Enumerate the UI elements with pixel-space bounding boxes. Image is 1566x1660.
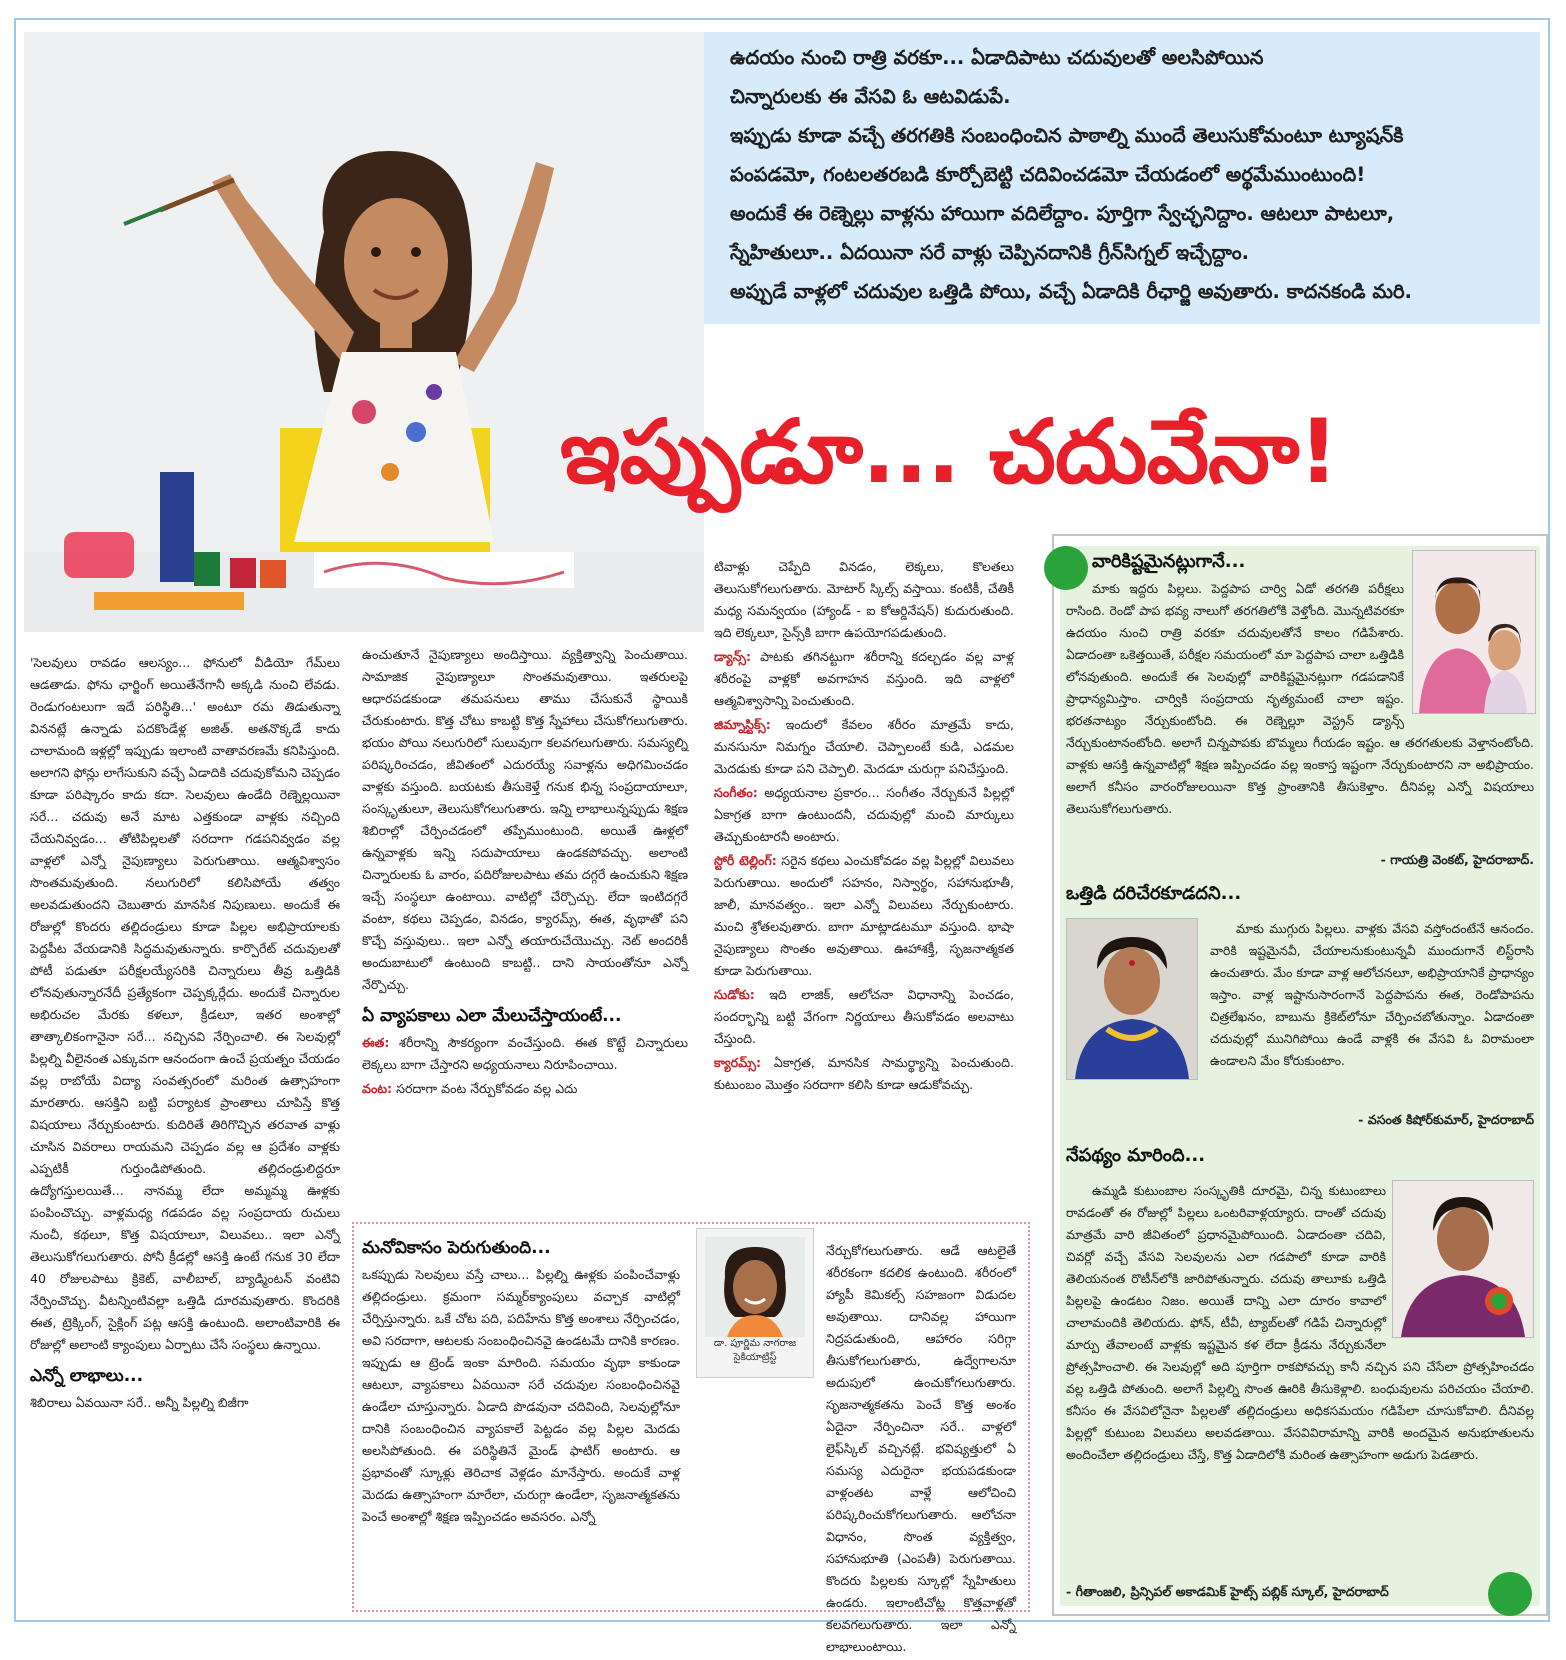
activity-label: వంట: xyxy=(362,1081,393,1096)
activity-item xyxy=(714,782,1014,848)
mind-heading: మనోవికాసం పెరుగుతుంది... xyxy=(362,1238,551,1258)
testimonial-2-text xyxy=(1210,918,1534,1072)
testimonial-2-signature: - వసంత కిషోర్‌కుమార్, హైదరాబాద్ xyxy=(1358,1112,1534,1127)
mind-left-text: ఒకప్పుడు సెలవులు వస్తే చాలు... పిల్లల్ని ఊళ్లకు పంపించేవాళ్లు తల్లిదండ్రులు. క్రమంగా సమ్మర్‌క్యాంపులు వచ్చాక వాటిల్లో చేర్పిస్తున్నారు. ఒకే చోట పది, పదిహేను కొత్త అంశాలు నేర్పించడం, అవి సరదాగా, ఆటలకు సంబంధించినవై ఉండటమే దానికి కారణం. ఇప్పుడు ఆ ట్రెండ్ ఇంకా మారింది. సమయం వృథా కాకుండా ఆటలూ, వ్యాపకాలు ఏవయినా సరే చదువుల సంబంధించినవై ఉండేలా చూస్తున్నారు. ఏడాది పొడవునా చదివింది, సెలవుల్లోనూ దానికి సంబంధించిన వ్యాపకాలే పెట్టడం వల్ల పిల్లల మెదడు అలసిపోతుంది. ఈ పరిస్థితినే మైండ్ ఫాటిగ్ అంటారు. ఆ ప్రభావంతో స్కూళ్లు తెరిచాక వెళ్లడం మానేస్తారు. అందుకే వాళ్ల మెదడు ఉత్సాహంగా మారేలా, చురుగ్గా ఉండేలా, సృజనాత్మకతను పెంచే అంశాల్లో శిక్షణ ఇప్పించడం అవసరం. ఎన్నో xyxy=(362,1267,680,1524)
intro-line: ఉదయం నుంచి రాత్రి వరకూ... ఏడాదిపాటు చదువులతో అలసిపోయిన xyxy=(730,46,1264,69)
activity-text: ఇందులో కేవలం శరీరం మాత్రమే కాదు, మనసునూ నిమగ్నం చేయాలి. చెప్పాలంటే కుడి, ఎడమల మెదడుకు కూడా పని చెప్పాలి. మెదడూ చురుగ్గా పనిచేస్తుంది. xyxy=(714,717,1014,776)
activity-text: అధ్యయనాల ప్రకారం... సంగీతం నేర్చుకునే పిల్లల్లో ఏకాగ్రత బాగా ఉంటుందనీ, చదువుల్లో మంచి మార్కులు తెచ్చుకుంటారనీ అంటారు. xyxy=(714,785,1014,844)
testimonial-3-paragraph: ఉమ్మడి కుటుంబాల సంస్కృతికి దూరమై, చిన్న కుటుంబాలు రావడంతో ఈ రోజుల్లో పిల్లలు ఒంటరివాళ్లయ్యారు. దాంతో చదువు మాత్రమే వారి జీవితంలో ప్రధానమైపోయింది. ఏడాదంతా చదివి, చివర్లో వచ్చే వేసవి సెలవులను ఎలా గడపాలో కూడా వారికి తెలియనంత రొటీన్‌లోకి జారిపోతున్నారు. చదువు తాలూకు ఒత్తిడి పిల్లలపై ఉండటం నిజం. అయితే దాన్ని ఎలా దూరం కావాలో చాలామందికి తెలియదు. ఫోన్, టీవీ, ట్యాబ్‌లతో గడిపే చిన్నారుల్లో మార్పు తేవాలంటే వాళ్లకు ఇష్టమైన కళ లేదా క్రీడను నేర్చుకునేలా ప్రోత్సహించాలి. ఈ సెలవుల్లో అది పూర్తిగా రాకపోవచ్చు కానీ నచ్చిన పని చేసేలా ప్రోత్సహించడం వల్ల ఒత్తిడి పోతుంది. అలాగే పిల్లల్ని సొంత ఊరికి తీసుకెళ్లాలి. బంధువులను పరిచయం చేయాలి. కనీసం ఈ వేసవిలోనైనా పిల్లలతో తల్లిదండ్రులు అధికసమయం గడిపేలా చూసుకోవాలి. దీనివల్ల పిల్లల్లో కుటుంబ విలువలు అలవడతాయి. వేసవివిరామాన్ని వారికి అందమైన అనుభూతులను అందించేలా తల్లిదండ్రులు చేస్తే, కొత్త ఏడాదిలోకి మరింత ఉత్సాహంగా అడుగు పెడతారు. xyxy=(1066,1183,1534,1462)
mind-right-text: నేర్చుకోగలుగుతారు. ఆడే ఆటలైతే శరీరకంగా కదలిక ఉంటుంది. శరీరంలో హ్యాపీ కెమికల్స్ సహజంగా విడుదల అవుతాయి. దానివల్ల హాయిగా నిద్రపడుతుంది, ఆహారం సరిగ్గా తీసుకోగలుగుతారు, ఉద్వేగాలనూ అదుపులో ఉంచుకోగలుగుతారు. సృజనాత్మకతను పెంచే కొత్త అంశం ఏదైనా నేర్పించినా సరే.. వాళ్లలో లైఫ్‌స్కిల్ వచ్చినట్లే. భవిష్యత్తులో ఏ సమస్య ఎదురైనా భయపడకుండా వాళ్లంతట వాళ్లే ఆలోచించి పరిష్కరించుకోగలుగుతారు. ఆలోచనా విధానం, సొంత వ్యక్తిత్వం, సహానుభూతి (ఎంపతీ) పెరుగుతాయి. కొందరు పిల్లలకు స్కూల్లో స్నేహితులు ఉండరు. ఇలాంటిచోట్ల కొత్తవాళ్లతో కలవగలుగుతారు. ఇలా ఎన్నో లాభాలుంటాయి. xyxy=(826,1243,1016,1654)
column-1-paragraph: 'సెలవులు రావడం ఆలస్యం... ఫోనులో వీడియో గేమ్‌లు ఆడతాడు. ఫోను ఛార్జింగ్ అయితేనేగానీ అక్కడి నుంచి లేవడు. రెండుగంటలుగా ఇదే పరిస్థితి...' అంటూ రమ తిడుతున్నా విననట్లే ఉన్నాడు పదకొండేళ్ల అజిత్. అతనొక్కడే కాదు చాలామంది ఇళ్లల్లో ఇప్పుడు ఇలాంటి వాతావరణమే కనిపిస్తుంది. అలాగని ఫోన్లు లాగేసుకుని వచ్చే ఏడాదికి చదువుకోమని చెప్పడం కూడా పరిష్కారం కాదు కదా. సెలవులు ఉండేది రెణ్నెల్లయినా సరే... చదువు అనే మాట ఎత్తకుండా వాళ్లకు నచ్చింది చేయనివ్వడం... తోటిపిల్లలతో సరదాగా గడపనివ్వడం వల్ల వాళ్లలో ఎన్నో నైపుణ్యాలు పెరుగుతాయి. ఆత్మవిశ్వాసం సొంతమవుతుంది. నలుగురిలో కలిసిపోయే తత్వం అలవడుతుందని చెబుతారు మానసిక నిపుణులు. అందుకే ఈ రోజుల్లో కొందరు తల్లిదండ్రులు కూడా పిల్లల అభిప్రాయాలకు పెద్దపీట వేయడానికి సిద్ధమవుతున్నారు. కార్పొరేట్ చదువులతో పోటీ పడుతూ పరీక్షలయ్యేసరికి చిన్నారులు తీవ్ర ఒత్తిడికి లోనవుతున్నారనేదీ ప్రత్యేకంగా చెప్పక్కర్లేదు. అందుకే చిన్నారుల అభిరుచల మేరకు కళలూ, క్రీడలూ, ఇతర అంశాల్లో తాత్కాలికంగానైనా సరే... నచ్చినవి నేర్పించాలి. ఈ సెలవుల్లో పిల్లల్ని వీలైనంత ఎక్కువగా ఆనందంగా ఉంచే ప్రయత్నం చేయడం వల్ల రాబోయే విద్యా సంవత్సరంలో మరింత ఉత్సాహంగా మారతారు. ఆసక్తిని బట్టి పర్యాటక ప్రాంతాలు చూపిస్తే కొత్త విషయాలు నేర్చుకుంటారు. కుదిరితే తిరిగొచ్చిన తరవాత వాళ్లు చూసిన వివరాలు రాయమని చెప్పడం వల్ల ఆ ప్రదేశం వాళ్లకు ఎప్పటికీ గుర్తుండిపోతుంది. తల్లిదండ్రులిద్దరూ ఉద్యోగస్తులయితే... నానమ్మ లేదా అమ్మమ్మ ఊళ్లకు పంపించొచ్చు. వాళ్లమధ్య గడపడం వల్ల సంప్రదాయ రుచులు నుంచీ, కథలూ, కొత్త విషయాలూ, విలువలు.. ఇలా ఎన్నో తెలుసుకోగలుగుతారు. పోనీ క్రీడల్లో ఆసక్తి ఉంటే గనుక 30 లేదా 40 రోజులపాటు క్రికెట్, వాలీబాల్, బ్యాడ్మింటన్ వంటివి నేర్పించొచ్చు. వీటన్నింటివల్లా ఒత్తిడి దూరమవుతారు. కొందరికి ఈత, ట్రెక్కింగ్, సైక్లింగ్ పట్ల ఆసక్తి ఉంటుంది. అలాంటివారికి ఈ రోజుల్లో అలాంటి క్యాంపులు ఏర్పాటు చేసే సంస్థలు ఉన్నాయి. xyxy=(30,655,340,1352)
testimonial-3-text xyxy=(1066,1180,1534,1466)
activity-text: శరీరాన్ని సౌకర్యంగా వంచేస్తుంది. ఈత కొట్టే చిన్నారులు లెక్కలు బాగా చేస్తారని అధ్యయనాలు నిరూపించాయి. xyxy=(362,1035,688,1072)
activity-text: పాటకు తగినట్టుగా శరీరాన్ని కదల్చడం వల్ల వాళ్ల శరీరంపై వాళ్లకో అవగాహన వస్తుంది. ఇది వాళ్లలో ఆత్మవిశ్వాసాన్ని పెంచుతుంది. xyxy=(714,649,1014,708)
column-1 xyxy=(30,652,340,1416)
intro-line: అందుకే ఈ రెణ్నెల్లు వాళ్లను హాయిగా వదిలేద్దాం. పూర్తిగా స్వేచ్ఛనిద్దాం. ఆటలూ పాటలూ, xyxy=(730,202,1395,225)
activity-item xyxy=(714,646,1014,712)
testimonial-1-paragraph: మాకు ఇద్దరు పిల్లలు. పెద్దపాప చార్వి ఏడో తరగతి పరీక్షలు రాసింది. రెండో పాప భవ్య నాలుగో తరగతిలోకి వెళ్తోంది. మొన్నటివరకూ ఉదయం నుంచి రాత్రి వరకూ చదువులతోనే కాలం గడిపేశారు. ఏడాదంతా ఒకెత్తయితే, పరీక్షల సమయంలో మా పెద్దపాప చాలా ఒత్తిడికి లోనవుతుంది. అందుకే ఈ సెలవుల్లో వారికిష్టమైనట్లుగా గడపడానికే ప్రాధాన్యమిస్తాం. చార్వికి సంప్రదాయ నృత్యమంటే చాలా ఇష్టం. భరతనాట్యం నేర్చుకుంటోంది. ఈ రెణ్నెల్లూ వెస్ట్రన్ డ్యాన్స్ నేర్చుకుంటానంటోంది. అలాగే చిన్నపాపకు బొమ్మలు గీయడం ఇష్టం. ఆ తరగతులకు వెళ్తానంటోంది. వాళ్లకు ఆసక్తి ఉన్నవాటిల్లో శిక్షణ ఇప్పించడం వల్ల ఇంకాస్త ఇష్టంగా నేర్చుకుంటారని నా అభిప్రాయం. అలాగే కనీసం వారంరోజులయినా కొత్త ప్రాంతానికి తీసుకెళ్తాం. దీనివల్ల ఎన్నో విషయాలు తెలుసుకోగలుగుతారు. xyxy=(1066,581,1534,816)
activity-label: డ్యాన్స్: xyxy=(714,649,751,664)
column-2-paragraph: ఉంచుతూనే నైపుణ్యాలు అందిస్తాయి. వ్యక్తిత్వాన్ని పెంచుతాయి. సామాజిక నైపుణ్యాలూ సొంతమవుతాయి. ఇతరులపై ఆధారపడకుండా తమపనులు తాము చేసుకునే స్థాయికి చేరుకుంటారు. కొత్త చోటు కాబట్టి కొత్త స్నేహాలు చేసుకోగలుగుతారు. భయం పోయి నలుగురిలో సులువుగా కలవగలుగుతారు. సమస్యల్ని పరిష్కరించడం, జీవితంలో ఎదురయ్యే సవాళ్లను అధిగమించడం వాళ్లకు వస్తుంది. బయటకు తీసుకెళ్తే గనుక భిన్న సంప్రదాయాలూ, సంస్కృతులూ, తెలుసుకోగలుగుతారు. ఇన్ని లాభాలున్నప్పుడు శిక్షణ శిబిరాల్లో చేర్పించడంలో తప్పేముంటుంది. అయితే ఊళ్లలో ఉన్నవాళ్లకు ఇన్ని సదుపాయాలు ఉండకపోవచ్చు. అలాంటి చిన్నారులకు ఓ వారం, పదిరోజులపాటు తమ దగ్గరే ఉంచుకుని శిక్షణ ఇచ్చే సంస్థలూ ఉంటాయి. వాటిల్లో చేర్చొచ్చు. లేదా ఇంటిదగ్గరే వంటా, కథలు చెప్పడం, వినడం, క్యారమ్స్, ఈత, వృథాతో పని కొచ్చే వస్తువులు.. ఇలా ఎన్నో తయారుచేయొచ్చు. నెట్ అందరికీ అందుబాటులో ఉంటుంది కాబట్టి.. దాని సాయంతోనూ ఎన్నో నేర్పొచ్చు. xyxy=(362,647,688,992)
activity-text: సరైన కథలు ఎంచుకోవడం వల్ల పిల్లల్లో విలువలు పెరుగుతాయి. అందులో సహనం, నిస్వార్థం, సహానుభూతీ, జాలీ, మానవత్వం.. ఇలా ఎన్నో విలువలు నేర్చుకుంటారు. మంచి శ్రోతలవుతారు. బాగా మాట్లాడటమూ వస్తుంది. భాషా నైపుణ్యాలు సొంతం అవుతాయి. ఊహాశక్తీ, సృజనాత్మకత కూడా పెరుగుతాయి. xyxy=(714,853,1014,978)
activity-label: సంగీతం: xyxy=(714,785,758,800)
testimonial-3-signature: - గీతాంజలి, ప్రిన్సిపల్ అకాడమిక్ హైట్స్ పబ్లిక్ స్కూల్, హైదరాబాద్ xyxy=(1066,1584,1389,1599)
intro-line: చిన్నారులకు ఈ వేసవి ఓ ఆటవిడుపే. xyxy=(730,85,1011,108)
doctor-caption: డా. పూర్ణిమ నాగరాజ సైకియాట్రిస్ట్ xyxy=(713,1338,797,1363)
column-2 xyxy=(362,644,688,1102)
testimonial-2-paragraph: మాకు ముగ్గురు పిల్లలు. వాళ్లకు వేసవి వస్తోందంటేనే ఆనందం. వారికి ఇష్టమైనవీ, చేయాలనుకుంటున్నవీ ముందుగానే లిస్ట్‌రాసి ఉంచుతారు. మేం కూడా వాళ్ల ఆలోచనలూ, అభిప్రాయానికే ప్రాధాన్యం ఇస్తాం. వాళ్ల ఇష్టానుసారంగానే పెద్దపాపను ఈత, రెండోపాపను చిత్రలేఖనం, బాబును క్రికెట్‌లోనూ చేర్పించబోతున్నాం. ఏడాదంతా చదువుల్లో మునిగిపోయి ఉండే వాళ్లకి ఈ వేసవి ఓ విరామంలా ఉండాలని మేం కోరుకుంటాం. xyxy=(1210,921,1534,1068)
activity-label: సుడోకు: xyxy=(714,987,755,1002)
intro-line: ఇప్పుడు కూడా వచ్చే తరగతికి సంబంధించిన పాఠాల్ని ముందే తెలుసుకోమంటూ ట్యూషన్‌కి xyxy=(730,124,1404,147)
column-3-paragraph: టివాళ్లు చెప్పేది వినడం, లెక్కలు, కొలతలు తెలుసుకోగలుగుతారు. మోటార్ స్కిల్స్ వస్తాయి. కంటికీ, చేతికీ మధ్య సమన్వయం (హ్యాండ్ - ఐ కోఆర్డినేషన్) కుదురుతుంది. ఇది లెక్కలూ, సైన్స్‌కి బాగా ఉపయోగపడుతుంది. xyxy=(714,559,1014,640)
headline: ఇప్పుడూ... చదువేనా! xyxy=(560,400,1338,503)
activity-item xyxy=(362,1078,688,1100)
testimonial-1-signature: - గాయత్రి వెంకట్, హైదరాబాద్. xyxy=(1380,852,1534,867)
subhead-benefits: ఎన్నో లాభాలు... xyxy=(30,1366,144,1386)
activity-text: ఏకాగ్రత, మానసిక సామర్థ్యాన్ని పెంచుతుంది. కుటుంబం మొత్తం సరదాగా కలిసి కూడా ఆడుకోవచ్చు. xyxy=(714,1055,1014,1092)
testimonial-1-text xyxy=(1066,578,1534,820)
testimonial-2-heading: ఒత్తిడి దరిచేరకూడదని... xyxy=(1066,883,1242,904)
mind-left-column xyxy=(362,1234,680,1530)
activity-item xyxy=(714,984,1014,1050)
intro-box xyxy=(704,32,1540,324)
column-3 xyxy=(714,556,1014,1098)
column-1-tail: శిబిరాలు ఏవయినా సరే.. అన్నీ పిల్లల్ని బిజీగా xyxy=(30,1395,249,1410)
intro-line: స్నేహితులూ.. ఏదయినా సరే వాళ్లు చెప్పినదానికి గ్రీన్‌సిగ్నల్ ఇచ్చేద్దాం. xyxy=(730,241,1249,264)
intro-line: అప్పుడే వాళ్లలో చదువుల ఒత్తిడి పోయి, వచ్చే ఏడాదికి రీఛార్జి అవుతారు. కాదనకండి మరి. xyxy=(730,280,1412,303)
intro-line: పంపడమో, గంటలతరబడి కూర్చోబెట్టి చదివించడమో చేయడంలో అర్థమేముంటుంది! xyxy=(730,163,1366,186)
activity-label: క్యారమ్స్: xyxy=(714,1055,762,1070)
activity-item xyxy=(714,850,1014,982)
mind-right-column xyxy=(826,1240,1016,1660)
testimonial-2-photo xyxy=(1066,918,1198,1080)
activity-label: జిమ్నాస్టిక్స్: xyxy=(714,717,771,732)
activity-item xyxy=(714,714,1014,780)
testimonial-3-heading: నేపథ్యం మారింది... xyxy=(1066,1145,1206,1166)
activity-item xyxy=(714,1052,1014,1096)
testimonial-1-heading: వారికిష్టమైనట్లుగానే... xyxy=(1092,551,1246,572)
activity-text: సరదాగా వంట నేర్పుకోవడం వల్ల ఎదు xyxy=(396,1081,578,1096)
doctor-photo-card xyxy=(696,1228,814,1378)
activity-text: ఇది లాజిక్, ఆలోచనా విధానాన్ని పెంచడం, సందర్భాన్ని బట్టి వేగంగా నిర్ణయాలు తీసుకోవడం అలవాటు చేస్తుంది. xyxy=(714,987,1014,1046)
activity-label: ఈత: xyxy=(362,1035,390,1050)
green-dot-decoration xyxy=(1488,1572,1532,1616)
doctor-photo xyxy=(705,1237,805,1337)
subhead-activities: ఏ వ్యాపకాలు ఎలా మేలుచేస్తాయంటే... xyxy=(362,1006,622,1026)
activity-item xyxy=(362,1032,688,1076)
hero-photo-girl-painting xyxy=(24,32,704,632)
activity-label: స్టోరీ టెల్లింగ్: xyxy=(714,853,777,868)
